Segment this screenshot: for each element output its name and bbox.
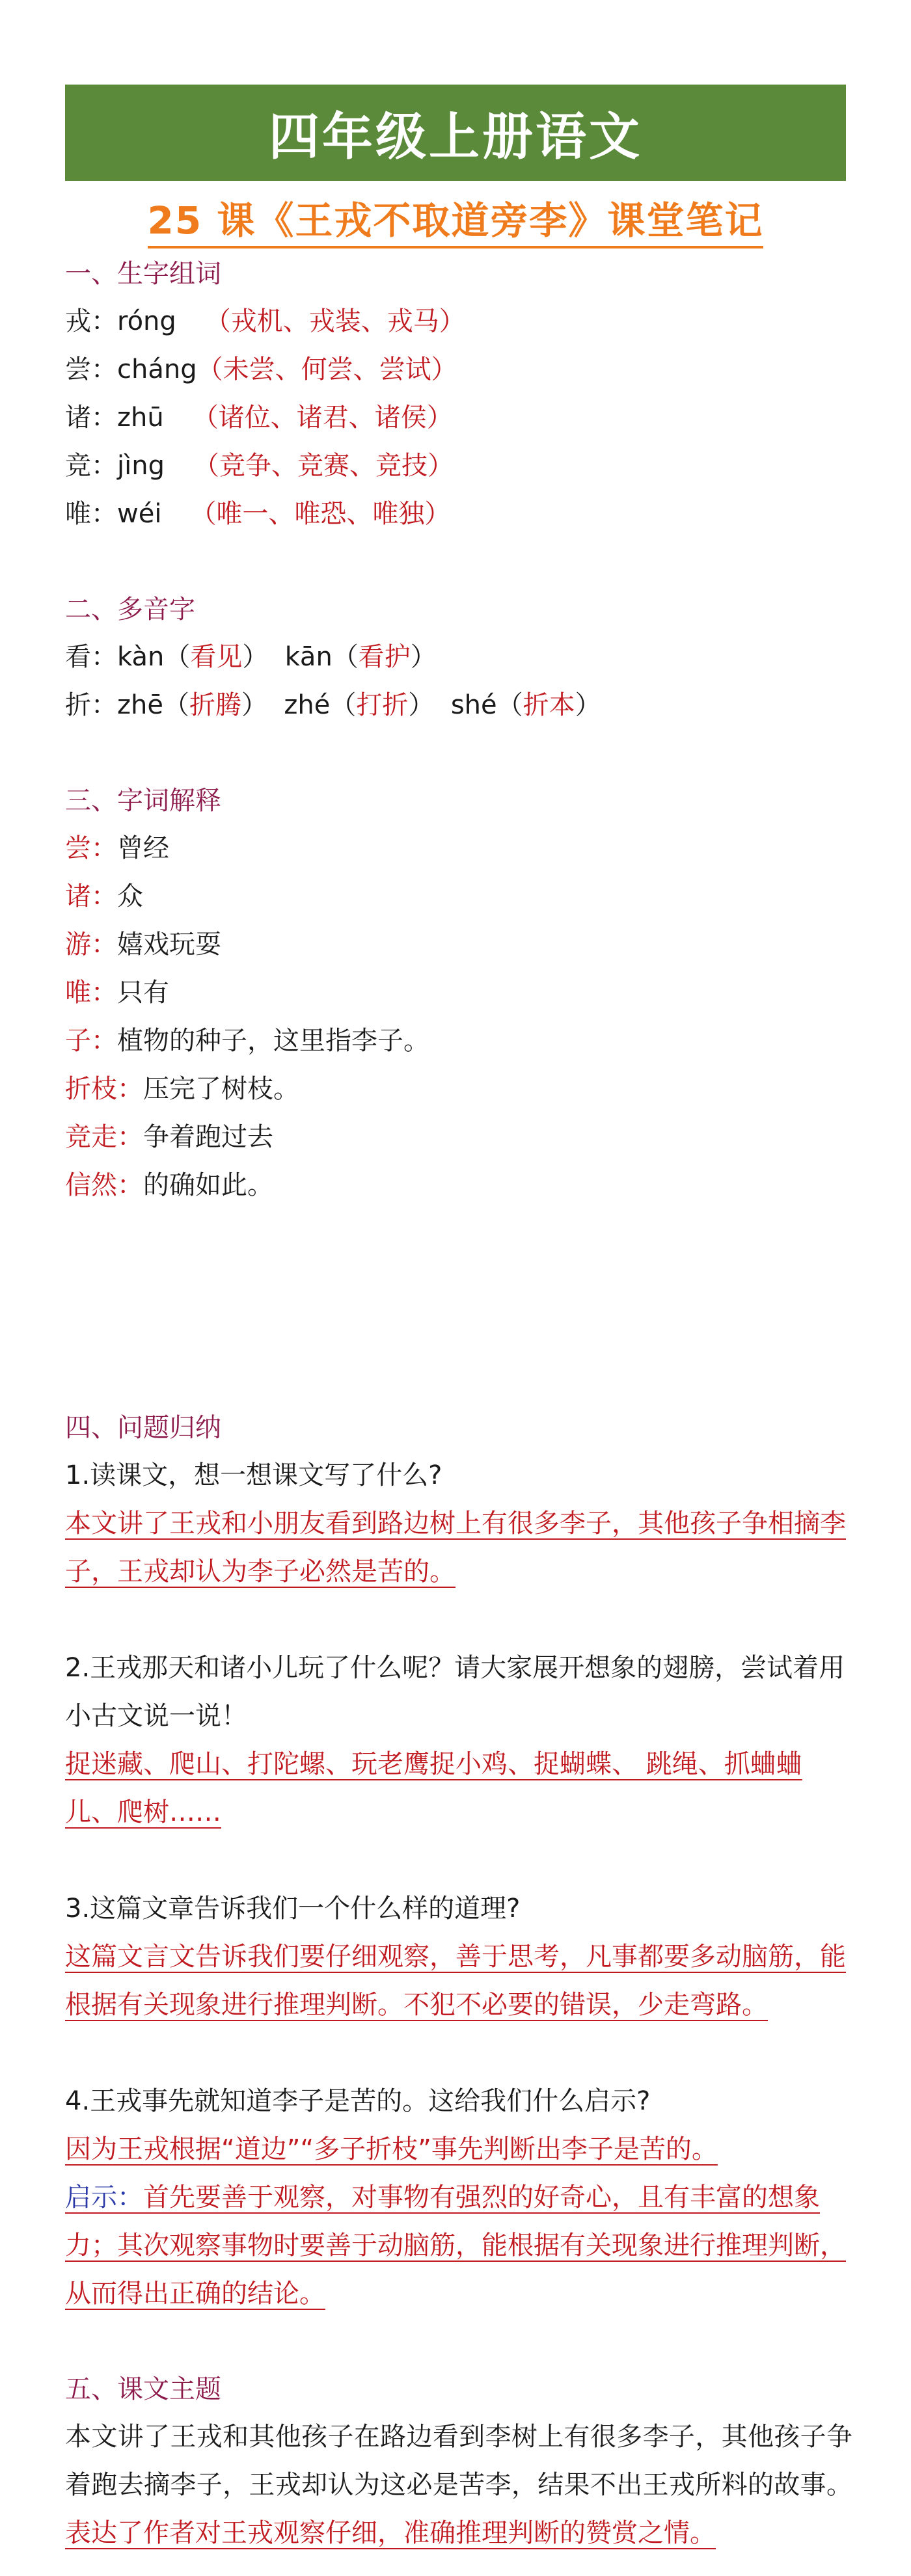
definition: 只有	[117, 978, 169, 1008]
pinyin: cháng	[117, 355, 197, 384]
char-label: 看：	[65, 642, 117, 672]
question-4: 4.王戎事先就知道李子是苦的。这给我们什么启示?	[65, 2086, 651, 2116]
answer-3: 这篇文言文告诉我们要仔细观察，善于思考，凡事都要多动脑筋，能根据有关现象进行推理判断。不犯不必要的错误，少走弯路。	[65, 1942, 846, 2020]
char-row	[65, 297, 852, 345]
char-row	[65, 442, 852, 490]
definition: 争着跑过去	[143, 1122, 273, 1152]
insight-text: 首先要善于观察，对事物有强烈的好奇心，且有丰富的想象力；其次观察事物时要善于动脑筋，能根据有关现象进行推理判断，从而得出正确的结论。	[65, 2182, 846, 2309]
word: 看护	[358, 642, 411, 672]
definition: 的确如此。	[143, 1170, 273, 1200]
pinyin: zhū	[117, 403, 164, 433]
char-row	[65, 345, 852, 394]
answer-4-insight	[65, 2173, 852, 2318]
char-label: 尝：	[65, 355, 117, 384]
term: 竞走：	[65, 1122, 143, 1152]
theme-text: 本文讲了王戎和其他孩子在路边看到李树上有很多李子，其他孩子争着跑去摘李子，王戎却认为这必是苦李，结果不出王戎所料的故事。	[65, 2422, 852, 2500]
definition-row	[65, 969, 852, 1017]
word-group: （竞争、竞赛、竞技）	[193, 451, 454, 481]
pinyin: kàn	[117, 642, 165, 672]
word: 折本	[523, 690, 575, 720]
char-label: 唯：	[65, 499, 117, 529]
char-label: 诸：	[65, 403, 117, 433]
char-row	[65, 394, 852, 442]
notes-content	[65, 250, 852, 2557]
insight-label: 启示：	[65, 2182, 143, 2212]
definition: 压完了树枝。	[143, 1074, 299, 1104]
pinyin: wéi	[117, 499, 162, 529]
definition-row	[65, 1017, 852, 1065]
term: 子：	[65, 1026, 117, 1056]
question-3: 3.这篇文章告诉我们一个什么样的道理?	[65, 1894, 521, 1924]
question-2: 2.王戎那天和诸小儿玩了什么呢？请大家展开想象的翅膀，尝试着用小古文说一说！	[65, 1653, 845, 1731]
char-label: 折：	[65, 690, 117, 720]
section-title-theme: 五、课文主题	[65, 2374, 221, 2404]
definition-row	[65, 1161, 852, 1209]
definition-row	[65, 1113, 852, 1161]
definition-row	[65, 872, 852, 920]
word-group: （戎机、戎装、戎马）	[204, 306, 465, 336]
term: 唯：	[65, 978, 117, 1008]
lesson-subtitle	[0, 190, 911, 248]
word: 折腾	[189, 690, 241, 720]
answer-4: 因为王戎根据“道边”“多子折枝”事先判断出李子是苦的。	[65, 2134, 718, 2164]
polyphone-row-kan: 看：kàn（看见） kān（看护）	[65, 642, 437, 672]
definition: 曾经	[117, 833, 169, 863]
polyphone-row-zhe: 折：zhē（折腾） zhé（打折） shé（折本）	[65, 690, 601, 720]
theme-highlight: 表达了作者对王戎观察仔细，准确推理判断的赞赏之情。	[65, 2518, 716, 2548]
definition: 众	[117, 881, 143, 911]
pinyin: róng	[117, 306, 176, 336]
definition-row	[65, 1065, 852, 1113]
pinyin: kān	[284, 642, 333, 672]
pinyin: zhé	[284, 690, 331, 720]
term: 诸：	[65, 881, 117, 911]
word-group: （未尝、何尝、尝试）	[197, 355, 457, 384]
question-1: 1.读课文，想一想课文写了什么?	[65, 1460, 442, 1490]
definition: 嬉戏玩耍	[117, 930, 221, 959]
section-title-word-meanings: 三、字词解释	[65, 786, 221, 816]
char-label: 戎：	[65, 306, 117, 336]
word: 打折	[356, 690, 409, 720]
pinyin: zhē	[117, 690, 163, 720]
term: 尝：	[65, 833, 117, 863]
theme-paragraph	[65, 2413, 852, 2557]
word: 看见	[190, 642, 243, 672]
pinyin: jìng	[117, 451, 165, 481]
lesson-subtitle-text: 25 课《王戎不取道旁李》课堂笔记	[148, 190, 764, 248]
section-title-questions: 四、问题归纳	[65, 1413, 221, 1443]
pinyin: shé	[450, 690, 497, 720]
answer-2: 捉迷藏、爬山、打陀螺、玩老鹰捉小鸡、捉蝴蝶、 跳绳、抓蛐蛐儿、爬树……	[65, 1749, 802, 1827]
term: 信然：	[65, 1170, 143, 1200]
definition-row	[65, 824, 852, 872]
word-group: （唯一、唯恐、唯独）	[190, 499, 451, 529]
definition: 植物的种子，这里指李子。	[117, 1026, 429, 1056]
section-title-polyphones: 二、多音字	[65, 595, 195, 624]
word-group: （诸位、诸君、诸侯）	[192, 403, 453, 433]
page-title: 四年级上册语文	[65, 85, 846, 181]
term: 游：	[65, 930, 117, 959]
definition-row	[65, 920, 852, 969]
term: 折枝：	[65, 1074, 143, 1104]
answer-1: 本文讲了王戎和小朋友看到路边树上有很多李子，其他孩子争相摘李子，王戎却认为李子必然是苦的。	[65, 1509, 846, 1587]
section-title-new-characters: 一、生字组词	[65, 259, 221, 289]
char-row	[65, 490, 852, 538]
char-label: 竞：	[65, 451, 117, 481]
